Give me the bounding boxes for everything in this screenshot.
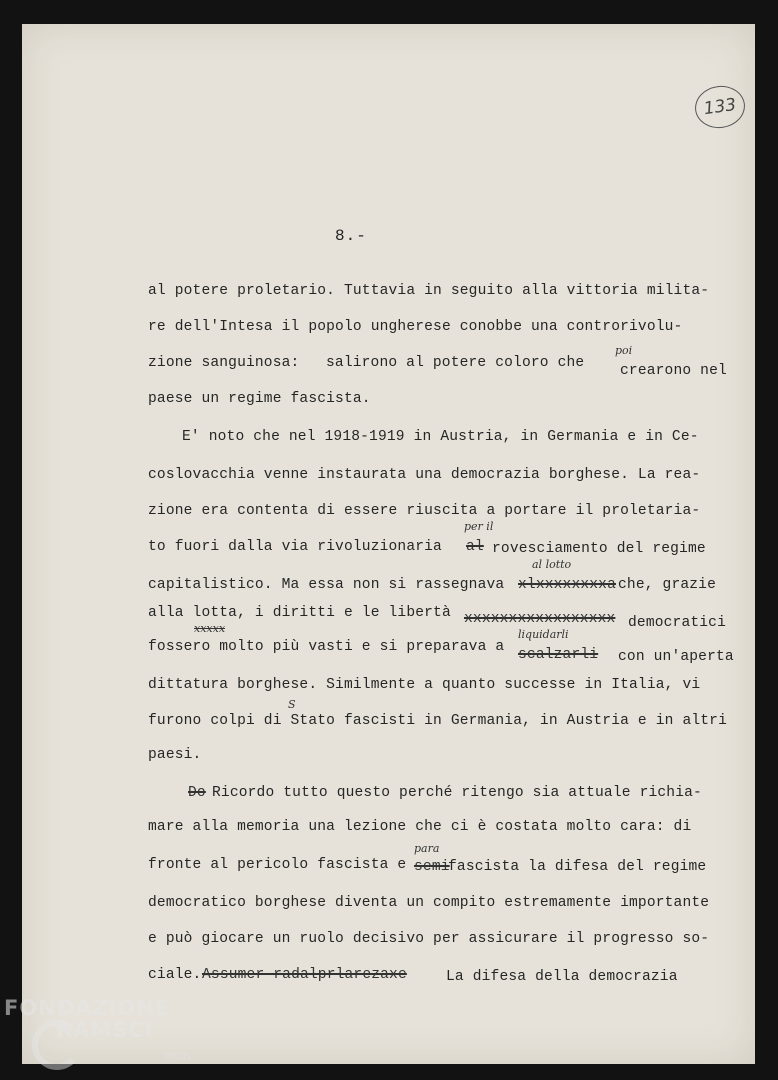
text-line: fascista la difesa del regime (448, 859, 707, 875)
text-line: dittatura borghese. Similmente a quanto successe in Italia, vi (148, 677, 701, 693)
text-line: La difesa della democrazia (446, 969, 678, 985)
struck-text: Assumer radalprlarezaxe (202, 967, 407, 983)
handwritten-struck-insert: xxxxx (194, 622, 226, 635)
text-line: Ricordo tutto questo perché ritengo sia attuale richia- (212, 785, 702, 801)
text-line: capitalistico. Ma essa non si rassegnava (148, 577, 505, 593)
watermark-line-2: RAMSCI (56, 1018, 154, 1042)
text-line: zione era contenta di essere riuscita a portare il proletaria- (148, 503, 701, 519)
text-line: E' noto che nel 1918-1919 in Austria, in Germania e in Ce- (182, 429, 699, 445)
handwritten-insert: S (288, 698, 296, 711)
handwritten-insert: poi (615, 344, 633, 357)
text-line: mare alla memoria una lezione che ci è costata molto cara: di (148, 819, 692, 835)
text-line: fossero molto più vasti e si preparava a (148, 639, 505, 655)
text-line: to fuori dalla via rivoluzionaria (148, 539, 442, 555)
text-line: e può giocare un ruolo decisivo per assicurare il progresso so- (148, 931, 710, 947)
text-line: alla lotta, i diritti e le libertà (148, 605, 451, 621)
text-line: re dell'Intesa il popolo ungherese conobbe una controrivolu- (148, 319, 683, 335)
text-line: che, grazie (618, 577, 716, 593)
struck-text: scalzarli (518, 647, 599, 663)
text-line: fronte al pericolo fascista e (148, 857, 407, 873)
text-line: salirono al potere coloro che (326, 355, 585, 371)
text-line: paese un regime fascista. (148, 391, 371, 407)
text-line: crearono nel (620, 363, 727, 379)
handwritten-insert: per il (464, 520, 494, 533)
watermark-onlus: onlus (164, 1051, 191, 1062)
archive-number-stamp: 133 (692, 83, 747, 132)
text-line: democratici (628, 615, 726, 631)
text-line: rovesciamento del regime (492, 541, 706, 557)
handwritten-insert: para (414, 842, 440, 855)
struck-text: Do (188, 785, 206, 801)
struck-text: semi (414, 859, 450, 875)
watermark-line-1: FONDAZIONE (4, 996, 171, 1020)
text-line: al potere proletario. Tuttavia in seguito alla vittoria milita- (148, 283, 710, 299)
struck-text: xxxxxxxxxxxxxxxxx (464, 611, 616, 627)
handwritten-insert: liquidarli (518, 628, 569, 641)
text-line: paesi. (148, 747, 202, 763)
text-line: coslovacchia venne instaurata una democrazia borghese. La rea- (148, 467, 701, 483)
text-line: furono colpi di Stato fascisti in Germania, in Austria e in altri (148, 713, 727, 729)
document-page (22, 24, 755, 1064)
struck-text: xlxxxxxxxxa (518, 577, 616, 593)
text-line: zione sanguinosa: (148, 355, 300, 371)
text-line: democratico borghese diventa un compito estremamente importante (148, 895, 710, 911)
text-line: con un'aperta (618, 649, 734, 665)
handwritten-insert: al lotto (532, 558, 572, 571)
page-number: 8.- (335, 227, 367, 245)
text-line: ciale. (148, 967, 202, 983)
struck-text: al (466, 539, 484, 555)
fondazione-gramsci-watermark (4, 996, 194, 1076)
